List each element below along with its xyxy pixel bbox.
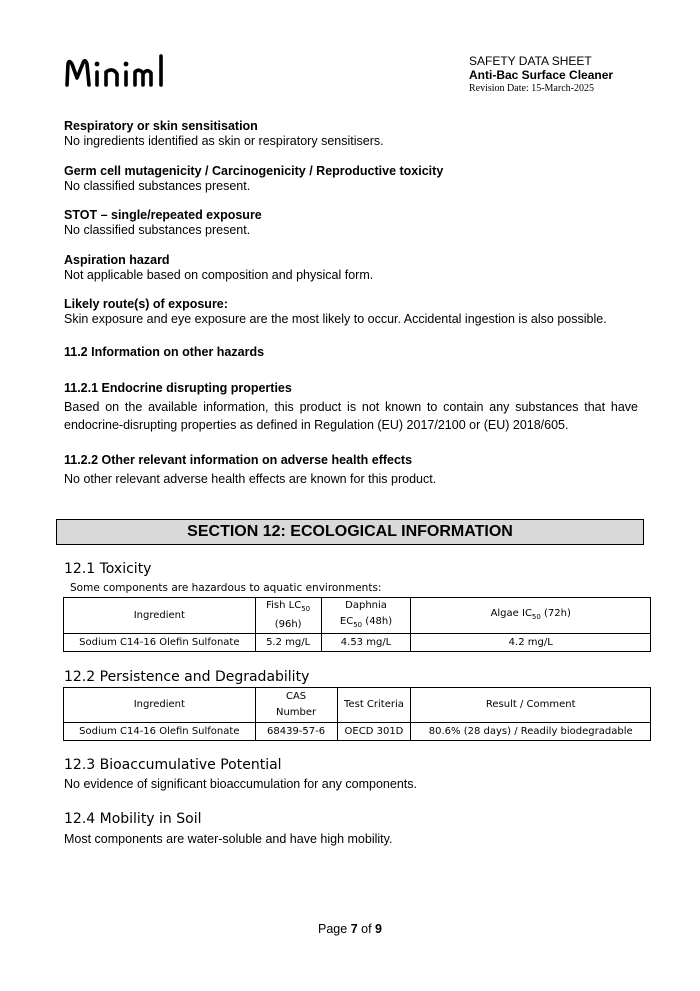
col-result-comment: Result / Comment — [411, 688, 651, 723]
bioaccumulative-heading: 12.3 Bioaccumulative Potential — [64, 757, 282, 773]
block-heading: Germ cell mutagenicity / Carcinogenicity / Reproductive toxicity — [64, 164, 444, 178]
block-text: No classified substances present. — [64, 223, 251, 237]
mobility-text: Most components are water-soluble and have high mobility. — [64, 832, 393, 846]
col-fish-lc50: Fish $LC_{50}$ (96h) — [255, 598, 321, 634]
cell-ingredient: Sodium C14-16 Olefin Sulfonate — [64, 723, 256, 741]
product-name: Anti-Bac Surface Cleaner — [469, 68, 614, 82]
cell-daphnia: 4.53 mg/L — [321, 634, 411, 652]
page-label: Page — [318, 922, 348, 936]
cell-fish: 5.2 mg/L — [255, 634, 321, 652]
cell-result: 80.6% (28 days) / Readily biodegradable — [411, 723, 651, 741]
col-ingredient: Ingredient — [64, 598, 256, 634]
mobility-heading: 12.4 Mobility in Soil — [64, 811, 202, 827]
table-header-row — [64, 598, 651, 634]
page-number: 7 — [350, 922, 358, 936]
block-text: Skin exposure and eye exposure are the most likely to occur. Accidental ingestion is also possible. — [64, 312, 607, 326]
adverse-effects-text: No other relevant adverse health effects are known for this product. — [64, 472, 437, 486]
block-heading: Aspiration hazard — [64, 253, 170, 267]
section-12-banner — [56, 519, 644, 545]
toxicity-table — [63, 597, 651, 652]
toxicity-heading: 12.1 Toxicity — [64, 561, 152, 577]
bioaccumulative-text: No evidence of significant bioaccumulation for any components. — [64, 777, 417, 791]
cell-ingredient: Sodium C14-16 Olefin Sulfonate — [64, 634, 256, 652]
col-daphnia-ec50: Daphnia $EC_{50}$ (48h) — [321, 598, 411, 634]
col-cas-number: CAS Number — [255, 688, 337, 723]
table-row — [64, 723, 651, 741]
revision-date: Revision Date: 15-March-2025 — [469, 83, 594, 94]
aspiration-block — [64, 253, 644, 283]
stot-block — [64, 208, 644, 238]
endocrine-text: Based on the available information, this product is not known to contain any substances that have endocrine-disrupting properties as defined in Regulation (EU) 2017/2100 or (EU) 2018/605. — [64, 400, 638, 432]
section-11-2-heading: 11.2 Information on other hazards — [64, 345, 265, 359]
document-header — [469, 54, 613, 96]
page-total: 9 — [375, 922, 382, 936]
exposure-routes-block — [64, 297, 644, 327]
mutagenicity-block — [64, 164, 644, 194]
doc-type: SAFETY DATA SHEET — [469, 54, 592, 68]
miniml-logo — [63, 52, 171, 92]
page-footer — [0, 922, 700, 936]
persistence-table — [63, 687, 651, 741]
block-text: No ingredients identified as skin or respiratory sensitisers. — [64, 134, 384, 148]
cell-algae: 4.2 mg/L — [411, 634, 651, 652]
cell-test: OECD 301D — [337, 723, 411, 741]
col-ingredient: Ingredient — [64, 688, 256, 723]
table-row — [64, 634, 651, 652]
section-11-2-1-heading: 11.2.1 Endocrine disrupting properties — [64, 381, 292, 395]
block-heading: Likely route(s) of exposure: — [64, 297, 228, 311]
persistence-heading: 12.2 Persistence and Degradability — [64, 669, 310, 685]
block-heading: STOT – single/repeated exposure — [64, 208, 262, 222]
col-algae-ic50: Algae $IC_{50}$ (72h) — [411, 598, 651, 634]
section-11-2-2-heading: 11.2.2 Other relevant information on adverse health effects — [64, 453, 413, 467]
respiratory-sensitisation-block — [64, 119, 644, 149]
cell-cas: 68439-57-6 — [255, 723, 337, 741]
section-12-title: SECTION 12: ECOLOGICAL INFORMATION — [187, 523, 513, 540]
table-header-row — [64, 688, 651, 723]
col-test-criteria: Test Criteria — [337, 688, 411, 723]
of-label: of — [361, 922, 372, 936]
block-text: No classified substances present. — [64, 179, 251, 193]
block-heading: Respiratory or skin sensitisation — [64, 119, 258, 133]
toxicity-note: Some components are hazardous to aquatic environments: — [70, 582, 382, 594]
block-text: Not applicable based on composition and physical form. — [64, 268, 374, 282]
